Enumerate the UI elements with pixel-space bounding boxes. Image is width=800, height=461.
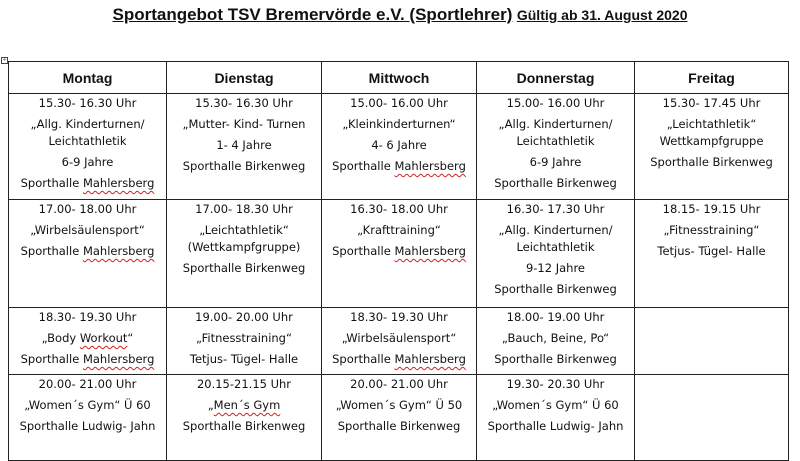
cell-line: „Fitnesstraining“ <box>663 223 760 237</box>
schedule-cell <box>477 200 635 308</box>
schedule-cell <box>322 375 477 461</box>
cell-line: Sporthalle Birkenweg <box>337 419 461 433</box>
cell-line: Sporthalle Mahlersberg <box>20 176 155 190</box>
cell-line: Tetjus- Tügel- Halle <box>189 352 299 366</box>
cell-line: Sporthalle Birkenweg <box>182 261 306 275</box>
cell-line: 19.00- 20.00 Uhr <box>195 310 293 324</box>
schedule-cell <box>635 200 789 308</box>
cell-line: „Leichtathletik“ <box>199 223 289 237</box>
cell-line: 16.30- 17.30 Uhr <box>506 202 605 216</box>
cell-line: Sporthalle Birkenweg <box>650 155 773 169</box>
cell-line: „Bauch, Beine, Po“ <box>501 331 610 345</box>
spellcheck-underline: Men´s Gym <box>213 398 281 412</box>
cell-line: 4- 6 Jahre <box>371 138 427 152</box>
cell-line: „Fitnesstraining“ <box>196 331 292 345</box>
cell-line: „Mutter- Kind- Turnen <box>182 117 306 131</box>
schedule-table <box>8 61 789 461</box>
cell-line: „Allg. Kinderturnen/ <box>498 223 613 237</box>
schedule-cell <box>9 94 167 200</box>
cell-line: (Wettkampfgruppe) <box>187 240 301 254</box>
schedule-cell <box>167 375 322 461</box>
cell-line: „Women´s Gym“ Ü 60 <box>24 398 151 412</box>
schedule-cell <box>9 200 167 308</box>
schedule-cell <box>167 94 322 200</box>
spellcheck-underline: Workout <box>79 331 128 345</box>
schedule-cell <box>635 94 789 200</box>
cell-line: „Women´s Gym“ Ü 50 <box>335 398 463 412</box>
cell-line: Sporthalle Birkenweg <box>182 159 306 173</box>
cell-line: 20.00- 21.00 Uhr <box>38 377 137 391</box>
schedule-row <box>9 200 789 308</box>
schedule-cell <box>167 200 322 308</box>
cell-line: 18.30- 19.30 Uhr <box>38 310 137 324</box>
cell-line: Leichtathletik <box>48 134 127 148</box>
cell-line: 20.15-21.15 Uhr <box>196 377 292 391</box>
cell-line: Sporthalle Mahlersberg <box>20 244 155 258</box>
cell-line: 19.30- 20.30 Uhr <box>506 377 605 391</box>
spellcheck-underline: Mahlersberg <box>82 244 155 258</box>
cell-line: Leichtathletik <box>516 134 595 148</box>
schedule-cell <box>167 308 322 375</box>
cell-line: „Allg. Kinderturnen/ <box>498 117 613 131</box>
cell-line: „Wirbelsäulensport“ <box>341 331 457 345</box>
cell-line: „Allg. Kinderturnen/ <box>30 117 145 131</box>
spellcheck-underline: Mahlersberg <box>394 159 466 173</box>
cell-line: Sporthalle Mahlersberg <box>332 159 466 173</box>
cell-line: 6-9 Jahre <box>61 155 114 169</box>
day-header-dienstag: Dienstag <box>167 62 322 94</box>
cell-line: 6-9 Jahre <box>529 155 582 169</box>
cell-line: 15.00- 16.00 Uhr <box>506 96 605 110</box>
cell-line: 17.00- 18.00 Uhr <box>38 202 137 216</box>
cell-line: „Men´s Gym <box>207 398 281 412</box>
day-header-row <box>9 62 789 94</box>
cell-line: Wettkampfgruppe <box>659 134 764 148</box>
schedule-cell <box>477 308 635 375</box>
spellcheck-underline: Mahlersberg <box>82 352 155 366</box>
day-header-freitag: Freitag <box>635 62 789 94</box>
spellcheck-underline: Mahlersberg <box>394 244 466 258</box>
cell-line: Sporthalle Birkenweg <box>494 352 617 366</box>
cell-line: 16.30- 18.00 Uhr <box>350 202 448 216</box>
cell-line: 18.00- 19.00 Uhr <box>506 310 605 324</box>
cell-line: Sporthalle Mahlersberg <box>332 244 466 258</box>
schedule-cell <box>477 375 635 461</box>
cell-line: 17.00- 18.30 Uhr <box>195 202 293 216</box>
day-header-mittwoch: Mittwoch <box>322 62 477 94</box>
schedule-row <box>9 375 789 461</box>
cell-line: Sporthalle Birkenweg <box>182 419 306 433</box>
cell-line: 15.30- 16.30 Uhr <box>38 96 137 110</box>
cell-line: „Women´s Gym“ Ü 60 <box>492 398 619 412</box>
cell-line: „Krafttraining“ <box>357 223 441 237</box>
cell-line: Sporthalle Birkenweg <box>494 282 617 296</box>
title-main: Sportangebot TSV Bremervörde e.V. (Sportlehrer) <box>112 5 513 24</box>
schedule-cell <box>635 375 789 461</box>
day-header-donnerstag: Donnerstag <box>477 62 635 94</box>
cell-line: Sporthalle Birkenweg <box>494 176 617 190</box>
cell-line: 20.00- 21.00 Uhr <box>350 377 448 391</box>
cell-line: Sporthalle Mahlersberg <box>332 352 466 366</box>
table-move-handle-icon[interactable]: + <box>2 57 7 63</box>
cell-line: Sporthalle Ludwig- Jahn <box>487 419 624 433</box>
cell-line: 15.30- 16.30 Uhr <box>195 96 293 110</box>
schedule-cell <box>322 94 477 200</box>
page-title <box>0 5 800 25</box>
schedule-cell <box>477 94 635 200</box>
day-header-montag: Montag <box>9 62 167 94</box>
schedule-row <box>9 308 789 375</box>
schedule-cell <box>322 308 477 375</box>
schedule-cell <box>635 308 789 375</box>
cell-line: 9-12 Jahre <box>525 261 586 275</box>
schedule-cell <box>9 375 167 461</box>
title-valid-from: Gültig ab 31. August 2020 <box>516 7 688 23</box>
cell-line: 1- 4 Jahre <box>216 138 272 152</box>
cell-line: „Kleinkinderturnen“ <box>342 117 456 131</box>
cell-line: 15.00- 16.00 Uhr <box>350 96 448 110</box>
cell-line: Leichtathletik <box>516 240 595 254</box>
schedule-cell <box>9 308 167 375</box>
cell-line: 15.30- 17.45 Uhr <box>662 96 761 110</box>
cell-line: Tetjus- Tügel- Halle <box>657 244 766 258</box>
schedule-body <box>9 94 789 461</box>
spellcheck-underline: Mahlersberg <box>394 352 466 366</box>
cell-line: „Leichtathletik“ <box>666 117 757 131</box>
schedule-row <box>9 94 789 200</box>
cell-line: „Wirbelsäulensport“ <box>30 223 145 237</box>
schedule-cell <box>322 200 477 308</box>
spellcheck-underline: Mahlersberg <box>82 176 155 190</box>
cell-line: Sporthalle Mahlersberg <box>20 352 155 366</box>
cell-line: 18.30- 19.30 Uhr <box>350 310 448 324</box>
cell-line: Sporthalle Ludwig- Jahn <box>19 419 156 433</box>
cell-line: 18.15- 19.15 Uhr <box>662 202 761 216</box>
cell-line: „Body Workout“ <box>41 331 134 345</box>
